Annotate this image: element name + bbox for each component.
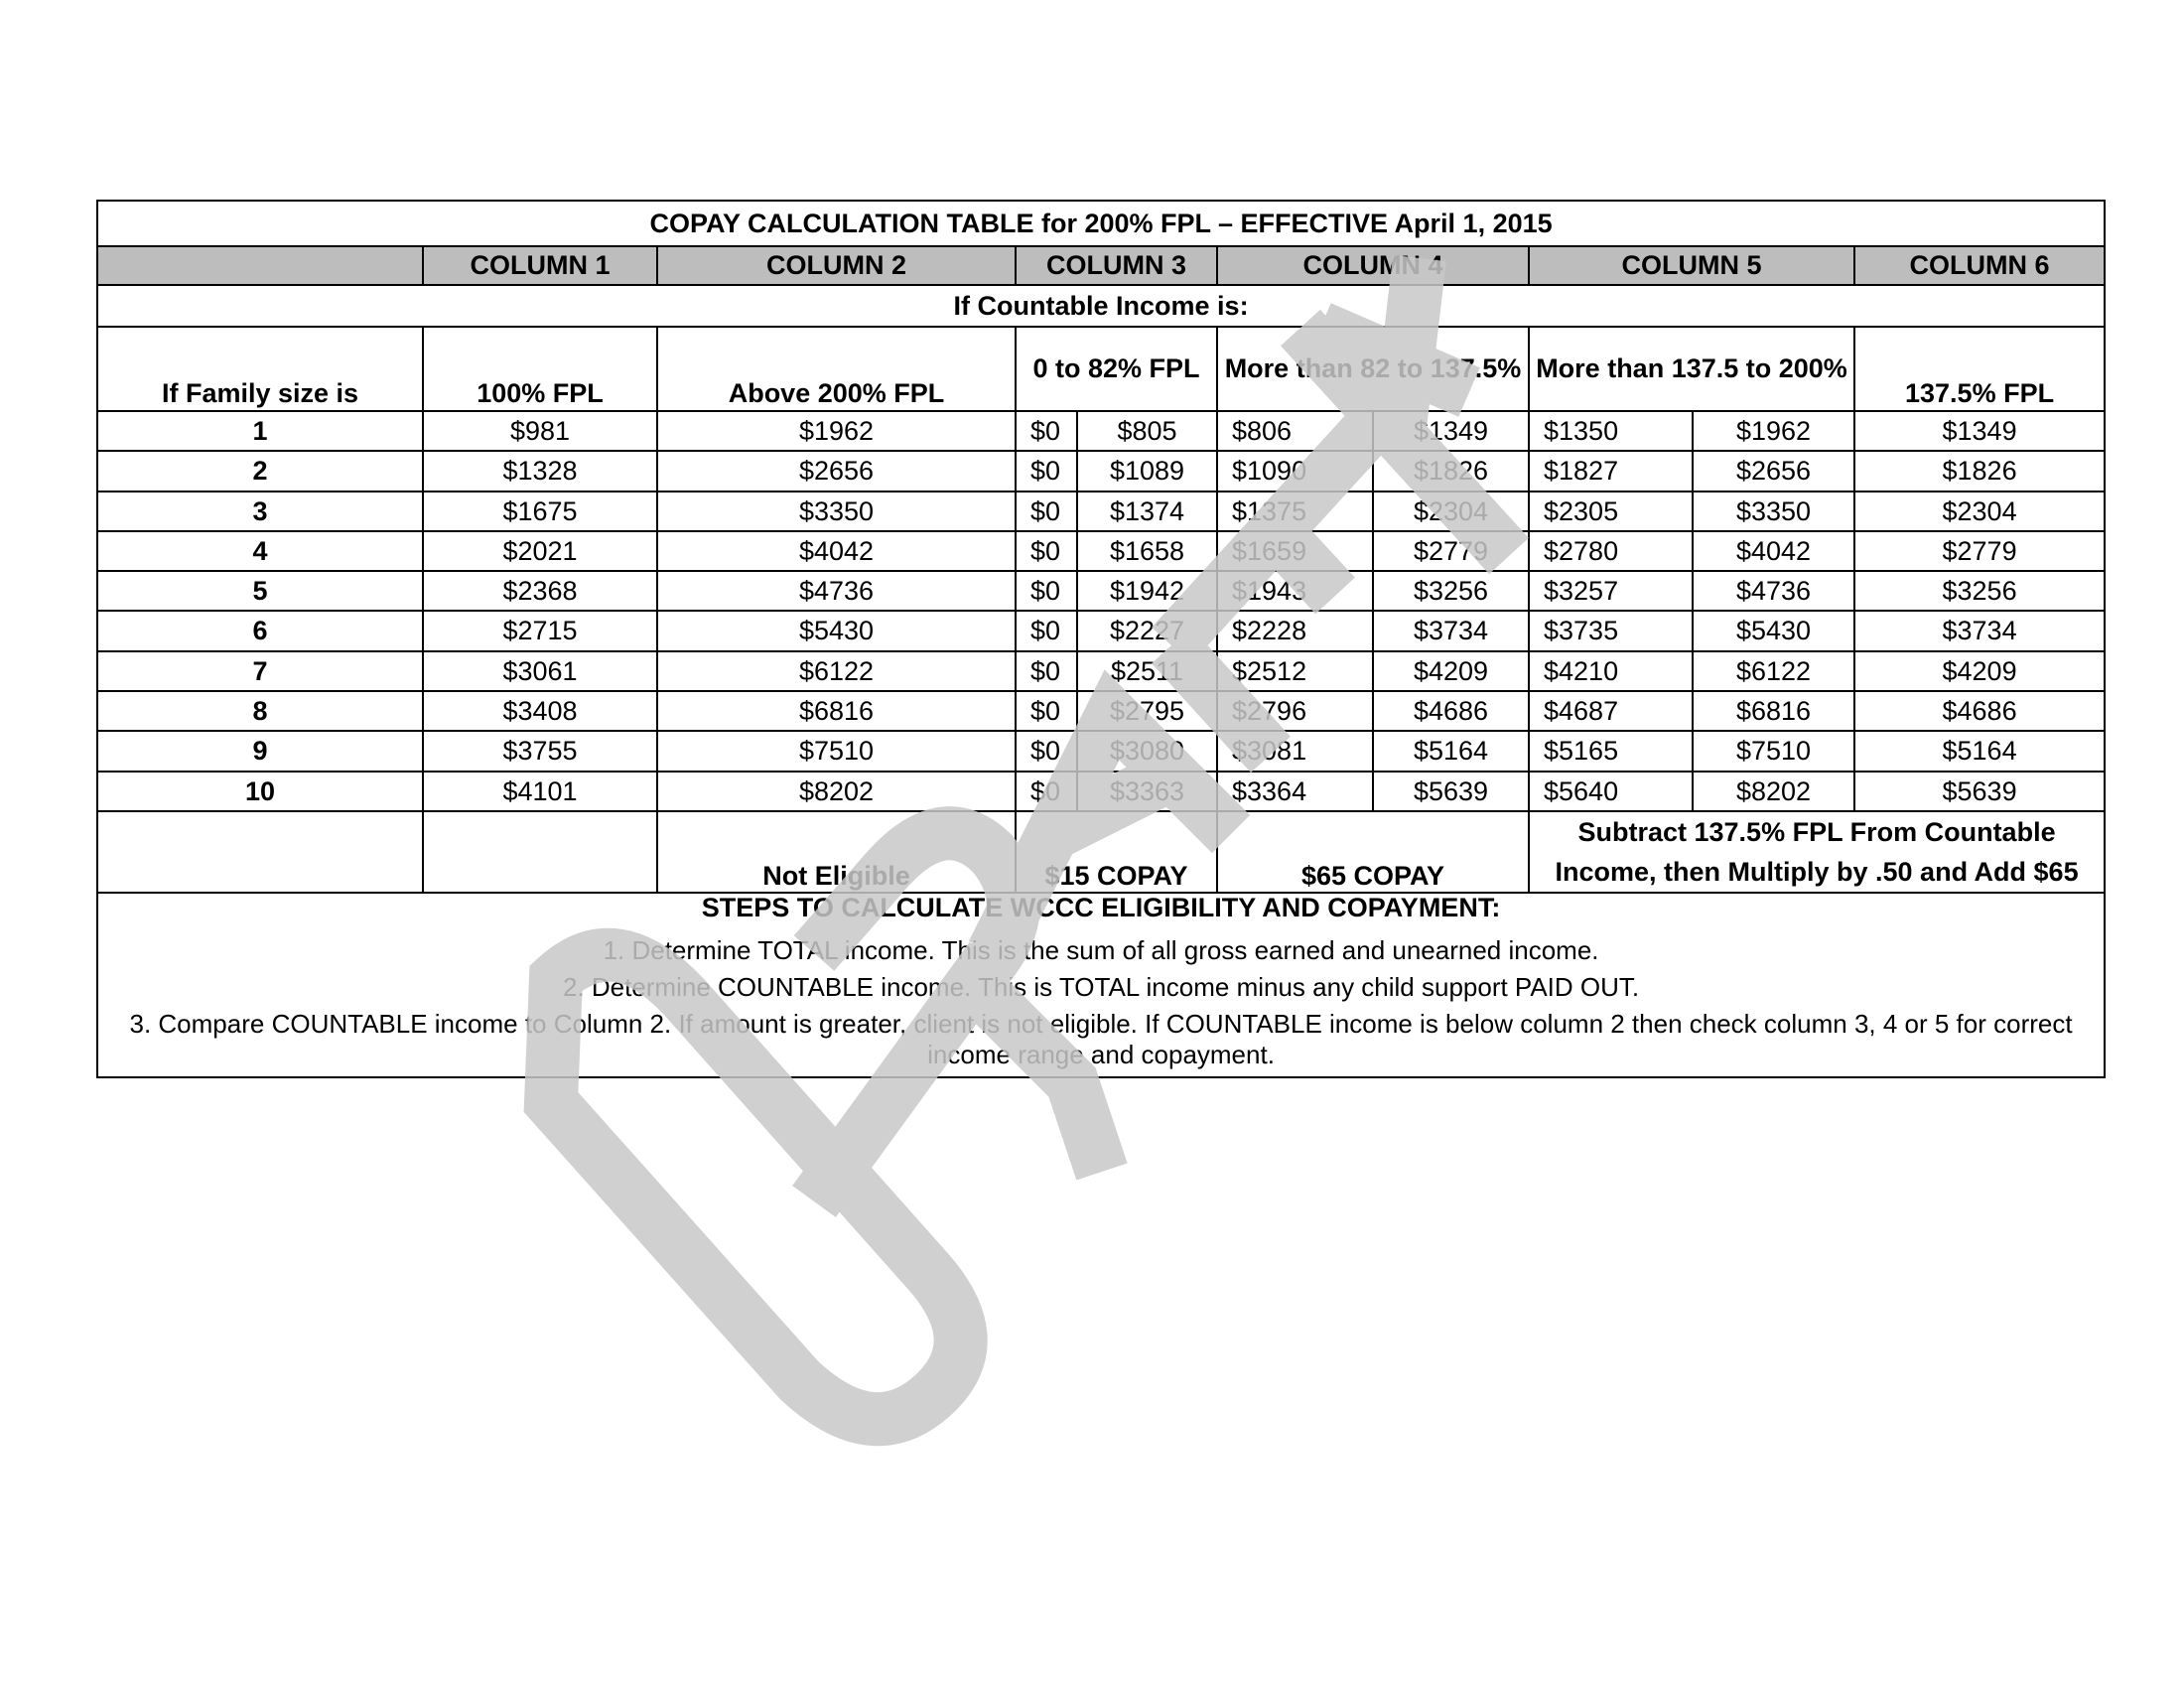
col5-low-cell: $5165 bbox=[1529, 731, 1693, 771]
column-label-row bbox=[97, 246, 2105, 285]
fpl-100-cell: $2715 bbox=[423, 611, 657, 650]
table-row bbox=[97, 731, 2105, 771]
table-title: COPAY CALCULATION TABLE for 200% FPL – EFFECTIVE April 1, 2015 bbox=[97, 201, 2105, 246]
fpl-137-5-cell: $5164 bbox=[1854, 731, 2105, 771]
col4-high-cell: $4686 bbox=[1373, 691, 1529, 731]
fpl-137-5-cell: $1826 bbox=[1854, 451, 2105, 491]
col4-high-cell: $4209 bbox=[1373, 651, 1529, 691]
col5-high-cell: $2656 bbox=[1693, 451, 1854, 491]
col4-high-cell: $5639 bbox=[1373, 772, 1529, 811]
fpl-100-cell: $1675 bbox=[423, 492, 657, 531]
table-row bbox=[97, 571, 2105, 611]
col3-low-cell: $0 bbox=[1016, 492, 1077, 531]
header-137-5-to-200: More than 137.5 to 200% bbox=[1529, 327, 1854, 411]
steps-row bbox=[97, 893, 2105, 1077]
steps-heading: STEPS TO CALCULATE WCCC ELIGIBILITY AND COPAYMENT: bbox=[701, 892, 1501, 922]
step-1: 1. Determine TOTAL income. This is the sum of all gross earned and unearned income. bbox=[603, 935, 1599, 966]
above-200-fpl-cell: $5430 bbox=[657, 611, 1016, 650]
fpl-137-5-cell: $5639 bbox=[1854, 772, 2105, 811]
fpl-137-5-cell: $4209 bbox=[1854, 651, 2105, 691]
col3-high-cell: $1374 bbox=[1077, 492, 1217, 531]
col3-high-cell: $2795 bbox=[1077, 691, 1217, 731]
above-200-fpl-cell: $3350 bbox=[657, 492, 1016, 531]
col5-high-cell: $8202 bbox=[1693, 772, 1854, 811]
col3-high-cell: $1089 bbox=[1077, 451, 1217, 491]
fpl-100-cell: $4101 bbox=[423, 772, 657, 811]
table-row bbox=[97, 492, 2105, 531]
above-200-fpl-cell: $6122 bbox=[657, 651, 1016, 691]
col4-low-cell: $2796 bbox=[1217, 691, 1373, 731]
table-row bbox=[97, 451, 2105, 491]
header-family-size: If Family size is bbox=[97, 327, 423, 411]
copay-row bbox=[97, 811, 2105, 893]
table-row bbox=[97, 611, 2105, 650]
above-200-fpl-cell: $7510 bbox=[657, 731, 1016, 771]
copay-blank-family bbox=[97, 811, 423, 893]
header-0-to-82-fpl: 0 to 82% FPL bbox=[1016, 327, 1217, 411]
copay-formula bbox=[1529, 811, 2105, 893]
col3-high-cell: $3080 bbox=[1077, 731, 1217, 771]
countable-income-row bbox=[97, 285, 2105, 327]
col3-high-cell: $2227 bbox=[1077, 611, 1217, 650]
above-200-fpl-cell: $4042 bbox=[657, 531, 1016, 571]
column-label-3: COLUMN 3 bbox=[1016, 246, 1217, 285]
col3-low-cell: $0 bbox=[1016, 772, 1077, 811]
above-200-fpl-cell: $2656 bbox=[657, 451, 1016, 491]
countable-income-label: If Countable Income is: bbox=[97, 285, 2105, 327]
column-label-2: COLUMN 2 bbox=[657, 246, 1016, 285]
fpl-100-cell: $3755 bbox=[423, 731, 657, 771]
copay-formula-line-1: Subtract 137.5% FPL From Countable bbox=[1577, 816, 2056, 847]
family-size-cell: 6 bbox=[97, 611, 423, 650]
family-size-cell: 7 bbox=[97, 651, 423, 691]
col4-high-cell: $3256 bbox=[1373, 571, 1529, 611]
fpl-137-5-cell: $2304 bbox=[1854, 492, 2105, 531]
col4-low-cell: $3081 bbox=[1217, 731, 1373, 771]
column-label-1: COLUMN 1 bbox=[423, 246, 657, 285]
col4-high-cell: $5164 bbox=[1373, 731, 1529, 771]
copay-15: $15 COPAY bbox=[1016, 811, 1217, 893]
family-size-cell: 9 bbox=[97, 731, 423, 771]
fpl-137-5-cell: $2779 bbox=[1854, 531, 2105, 571]
fpl-137-5-cell: $1349 bbox=[1854, 411, 2105, 451]
col5-low-cell: $3257 bbox=[1529, 571, 1693, 611]
family-size-cell: 5 bbox=[97, 571, 423, 611]
header-100-fpl: 100% FPL bbox=[423, 327, 657, 411]
col3-low-cell: $0 bbox=[1016, 731, 1077, 771]
table-row bbox=[97, 651, 2105, 691]
family-size-cell: 1 bbox=[97, 411, 423, 451]
steps-section bbox=[97, 893, 2105, 1077]
above-200-fpl-cell: $6816 bbox=[657, 691, 1016, 731]
col3-high-cell: $2511 bbox=[1077, 651, 1217, 691]
col4-low-cell: $1090 bbox=[1217, 451, 1373, 491]
col5-low-cell: $1827 bbox=[1529, 451, 1693, 491]
col5-high-cell: $6122 bbox=[1693, 651, 1854, 691]
copay-formula-line-2: Income, then Multiply by .50 and Add $65 bbox=[1555, 856, 2079, 887]
header-row bbox=[97, 327, 2105, 411]
header-137-5-fpl: 137.5% FPL bbox=[1854, 327, 2105, 411]
income-rows bbox=[97, 411, 2105, 811]
col5-low-cell: $3735 bbox=[1529, 611, 1693, 650]
fpl-100-cell: $2021 bbox=[423, 531, 657, 571]
col3-low-cell: $0 bbox=[1016, 411, 1077, 451]
header-82-to-137-5: More than 82 to 137.5% bbox=[1217, 327, 1529, 411]
fpl-100-cell: $3408 bbox=[423, 691, 657, 731]
col5-low-cell: $2780 bbox=[1529, 531, 1693, 571]
family-size-cell: 4 bbox=[97, 531, 423, 571]
col4-high-cell: $2304 bbox=[1373, 492, 1529, 531]
col4-high-cell: $1826 bbox=[1373, 451, 1529, 491]
col4-high-cell: $1349 bbox=[1373, 411, 1529, 451]
col3-low-cell: $0 bbox=[1016, 691, 1077, 731]
table-row bbox=[97, 531, 2105, 571]
col3-low-cell: $0 bbox=[1016, 571, 1077, 611]
column-label-5: COLUMN 5 bbox=[1529, 246, 1854, 285]
col4-low-cell: $3364 bbox=[1217, 772, 1373, 811]
col5-high-cell: $4736 bbox=[1693, 571, 1854, 611]
col4-low-cell: $806 bbox=[1217, 411, 1373, 451]
header-above-200-fpl: Above 200% FPL bbox=[657, 327, 1016, 411]
title-row bbox=[97, 201, 2105, 246]
col5-low-cell: $2305 bbox=[1529, 492, 1693, 531]
column-label-4: COLUMN 4 bbox=[1217, 246, 1529, 285]
col3-high-cell: $1942 bbox=[1077, 571, 1217, 611]
copay-blank-col1 bbox=[423, 811, 657, 893]
col5-low-cell: $4210 bbox=[1529, 651, 1693, 691]
col3-high-cell: $1658 bbox=[1077, 531, 1217, 571]
col3-low-cell: $0 bbox=[1016, 651, 1077, 691]
fpl-100-cell: $981 bbox=[423, 411, 657, 451]
family-size-cell: 8 bbox=[97, 691, 423, 731]
col3-high-cell: $3363 bbox=[1077, 772, 1217, 811]
table-row bbox=[97, 691, 2105, 731]
col5-high-cell: $1962 bbox=[1693, 411, 1854, 451]
col5-high-cell: $4042 bbox=[1693, 531, 1854, 571]
family-size-cell: 10 bbox=[97, 772, 423, 811]
copay-calculation-table bbox=[96, 200, 2106, 1078]
col5-high-cell: $6816 bbox=[1693, 691, 1854, 731]
col4-low-cell: $2512 bbox=[1217, 651, 1373, 691]
above-200-fpl-cell: $8202 bbox=[657, 772, 1016, 811]
col4-low-cell: $2228 bbox=[1217, 611, 1373, 650]
fpl-100-cell: $2368 bbox=[423, 571, 657, 611]
column-label-6: COLUMN 6 bbox=[1854, 246, 2105, 285]
above-200-fpl-cell: $4736 bbox=[657, 571, 1016, 611]
table-row bbox=[97, 772, 2105, 811]
col5-high-cell: $3350 bbox=[1693, 492, 1854, 531]
col4-high-cell: $3734 bbox=[1373, 611, 1529, 650]
family-size-cell: 3 bbox=[97, 492, 423, 531]
col5-low-cell: $5640 bbox=[1529, 772, 1693, 811]
fpl-137-5-cell: $3256 bbox=[1854, 571, 2105, 611]
step-2: 2. Determine COUNTABLE income. This is TOTAL income minus any child support PAID OUT. bbox=[562, 972, 1640, 1003]
col3-low-cell: $0 bbox=[1016, 531, 1077, 571]
family-size-cell: 2 bbox=[97, 451, 423, 491]
table-row bbox=[97, 411, 2105, 451]
col3-high-cell: $805 bbox=[1077, 411, 1217, 451]
col4-low-cell: $1659 bbox=[1217, 531, 1373, 571]
fpl-100-cell: $1328 bbox=[423, 451, 657, 491]
col3-low-cell: $0 bbox=[1016, 451, 1077, 491]
column-label-blank bbox=[97, 246, 423, 285]
col5-low-cell: $1350 bbox=[1529, 411, 1693, 451]
above-200-fpl-cell: $1962 bbox=[657, 411, 1016, 451]
col5-high-cell: $7510 bbox=[1693, 731, 1854, 771]
col5-low-cell: $4687 bbox=[1529, 691, 1693, 731]
copay-65: $65 COPAY bbox=[1217, 811, 1529, 893]
col5-high-cell: $5430 bbox=[1693, 611, 1854, 650]
fpl-137-5-cell: $4686 bbox=[1854, 691, 2105, 731]
col4-low-cell: $1943 bbox=[1217, 571, 1373, 611]
copay-not-eligible: Not Eligible bbox=[657, 811, 1016, 893]
col3-low-cell: $0 bbox=[1016, 611, 1077, 650]
step-3: 3. Compare COUNTABLE income to Column 2. If amount is greater, client is not eligible. If COUNTABLE income is below column 2 then check column 3, 4 or 5 for correct income range and copayment. bbox=[129, 1009, 2073, 1070]
fpl-100-cell: $3061 bbox=[423, 651, 657, 691]
col4-low-cell: $1375 bbox=[1217, 492, 1373, 531]
col4-high-cell: $2779 bbox=[1373, 531, 1529, 571]
fpl-137-5-cell: $3734 bbox=[1854, 611, 2105, 650]
